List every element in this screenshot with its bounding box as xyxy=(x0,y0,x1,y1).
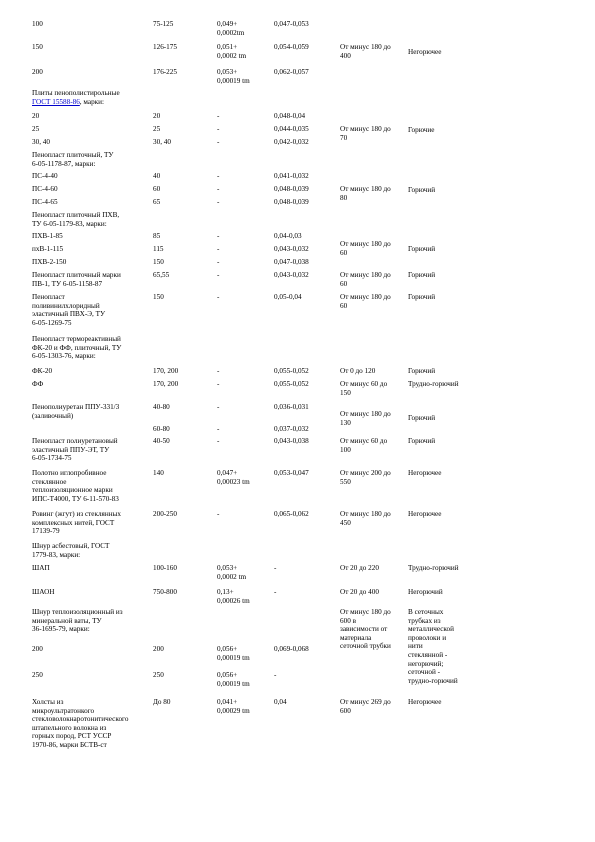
table-cell-c4: От минус 200 до 550 xyxy=(340,469,391,486)
table-cell-c3: 0,048-0,039 xyxy=(274,185,309,193)
merged-cell-c5: Горючие xyxy=(408,126,435,134)
merged-cell-c5: Негорючее xyxy=(408,48,442,56)
merged-cell-c5: Горючий xyxy=(408,186,436,194)
table-cell-c3: 0,04-0,03 xyxy=(274,232,302,240)
table-cell-c1: 30, 40 xyxy=(153,138,171,146)
table-cell-c1: До 80 xyxy=(153,698,171,706)
section-header: Пенопласт плиточный ПХВ, ТУ 6-05-1179-83, марки: xyxy=(32,211,120,228)
table-cell-c2: 0,056+ 0,00019 tm xyxy=(217,671,250,688)
table-cell-c1: 60 xyxy=(153,185,161,193)
table-cell-c1: 176-225 xyxy=(153,68,177,76)
table-cell-c0: 20 xyxy=(32,112,40,120)
table-cell-c0: 100 xyxy=(32,20,43,28)
table-cell-c2: 0,051+ 0,0002 tm xyxy=(217,43,247,60)
table-cell-c2: - xyxy=(217,232,220,240)
merged-cell-c4: От минус 180 до 60 xyxy=(340,240,391,257)
table-cell-c1: 200-250 xyxy=(153,510,177,518)
table-cell-c0: Пенопласт полиуретановый эластичный ППУ-ЭТ, ТУ 6-05-1734-75 xyxy=(32,437,118,463)
table-cell-c2: - xyxy=(217,125,220,133)
table-cell-c2: 0,13+ 0,00026 tm xyxy=(217,588,250,605)
table-cell-c0: ПС-4-65 xyxy=(32,198,58,206)
table-cell-c0: ШАП xyxy=(32,564,50,572)
table-cell-c1: 40 xyxy=(153,172,161,180)
table-cell-c0: Пенопласт поливинилхлоридный эластичный ПВХ-Э, ТУ 6-05-1269-75 xyxy=(32,293,106,327)
section-header: Плиты пенополистирольные ГОСТ 15588-86, марки: xyxy=(32,89,120,106)
table-cell-c3: 0,041-0,032 xyxy=(274,172,309,180)
merged-cell-c4: От минус 180 до 70 xyxy=(340,125,391,142)
table-cell-c0: ПХВ-2-150 xyxy=(32,258,67,266)
table-cell-c3: - xyxy=(274,588,277,596)
table-cell-c0: 150 xyxy=(32,43,43,51)
table-cell-c1: 200 xyxy=(153,645,164,653)
table-cell-c0: 250 xyxy=(32,671,43,679)
merged-cell-c4: От минус 180 до 400 xyxy=(340,43,391,60)
table-cell-c2: 0,056+ 0,00019 tm xyxy=(217,645,250,662)
table-cell-c0: ФК-20 xyxy=(32,367,53,375)
table-cell-c5: Трудно-горючий xyxy=(408,380,459,388)
table-cell-c1: 25 xyxy=(153,125,161,133)
table-cell-c1: 85 xyxy=(153,232,161,240)
section-header: Шнур асбестовый, ГОСТ 1779-83, марки: xyxy=(32,542,110,559)
table-cell-c0: ПХВ-1-85 xyxy=(32,232,63,240)
table-cell-c1: 100-160 xyxy=(153,564,177,572)
table-cell-c1: 60-80 xyxy=(153,425,170,433)
merged-cell-c5: В сеточных трубках из металлической проволоки и нити стеклянной - негорючий; сеточной - трудно-горючий xyxy=(408,608,458,685)
table-cell-c4: От 20 до 220 xyxy=(340,564,379,572)
table-cell-c1: 140 xyxy=(153,469,164,477)
table-cell-c3: 0,05-0,04 xyxy=(274,293,302,301)
table-cell-c2: - xyxy=(217,258,220,266)
table-cell-c3: 0,043-0,038 xyxy=(274,437,309,445)
section-header: Пенопласт термореактивный ФК-20 и ФФ, плиточный, ТУ 6-05-1303-76, марки: xyxy=(32,335,122,361)
table-cell-c1: 150 xyxy=(153,258,164,266)
table-cell-c0: 200 xyxy=(32,645,43,653)
merged-cell-c5: Горючий xyxy=(408,245,436,253)
table-cell-c2: - xyxy=(217,425,220,433)
table-cell-c2: - xyxy=(217,172,220,180)
table-cell-c1: 65 xyxy=(153,198,161,206)
table-cell-c1: 75-125 xyxy=(153,20,174,28)
table-cell-c0: ПС-4-60 xyxy=(32,185,58,193)
table-cell-c3: 0,047-0,053 xyxy=(274,20,309,28)
table-cell-c4: От минус 180 до 450 xyxy=(340,510,391,527)
table-cell-c2: - xyxy=(217,245,220,253)
table-cell-c5: Негорючее xyxy=(408,698,442,706)
table-cell-c0: Полотно иглопробивное стеклянное теплоизоляционное марки ИПС-Т4000, ТУ 6-11-570-83 xyxy=(32,469,119,503)
merged-cell-c4: От минус 180 до 600 в зависимости от материала сеточной трубки xyxy=(340,608,391,651)
table-cell-c5: Негорючий xyxy=(408,588,443,596)
table-cell-c4: От минус 60 до 150 xyxy=(340,380,388,397)
table-cell-c2: - xyxy=(217,185,220,193)
table-cell-c3: - xyxy=(274,671,277,679)
table-cell-c3: 0,036-0,031 xyxy=(274,403,309,411)
table-cell-c5: Горючий xyxy=(408,271,436,279)
table-cell-c4: От минус 269 до 600 xyxy=(340,698,391,715)
table-cell-c3: 0,062-0,057 xyxy=(274,68,309,76)
table-cell-c3: 0,069-0,068 xyxy=(274,645,309,653)
table-cell-c3: 0,054-0,059 xyxy=(274,43,309,51)
table-cell-c4: От минус 180 до 60 xyxy=(340,271,391,288)
table-cell-c4: От минус 180 до 60 xyxy=(340,293,391,310)
table-cell-c1: 20 xyxy=(153,112,161,120)
table-cell-c5: Негорючее xyxy=(408,510,442,518)
merged-cell-c4: От минус 180 до 130 xyxy=(340,410,391,427)
table-cell-c0: пхВ-1-115 xyxy=(32,245,64,253)
table-cell-c1: 150 xyxy=(153,293,164,301)
table-cell-c2: - xyxy=(217,271,220,279)
table-cell-c1: 65,55 xyxy=(153,271,170,279)
table-cell-c4: От 20 до 400 xyxy=(340,588,379,596)
table-cell-c0: ШАОН xyxy=(32,588,55,596)
table-cell-c2: - xyxy=(217,380,220,388)
table-cell-c0: 30, 40 xyxy=(32,138,50,146)
table-cell-c4: От минус 60 до 100 xyxy=(340,437,388,454)
table-cell-c3: - xyxy=(274,564,277,572)
table-cell-c0: 25 xyxy=(32,125,40,133)
table-cell-c0: Ровинг (жгут) из стеклянных комплексных нитей, ГОСТ 17139-79 xyxy=(32,510,121,536)
table-cell-c0: ПС-4-40 xyxy=(32,172,58,180)
table-cell-c5: Горючий xyxy=(408,293,436,301)
table-cell-c3: 0,048-0,039 xyxy=(274,198,309,206)
table-cell-c2: - xyxy=(217,198,220,206)
table-cell-c2: 0,053+ 0,00019 tm xyxy=(217,68,250,85)
table-cell-c3: 0,047-0,038 xyxy=(274,258,309,266)
table-cell-c2: 0,049+ 0,0002tm xyxy=(217,20,245,37)
table-cell-c2: 0,041+ 0,00029 tm xyxy=(217,698,250,715)
table-cell-c2: - xyxy=(217,403,220,411)
table-cell-c3: 0,037-0,032 xyxy=(274,425,309,433)
table-cell-c5: Горючий xyxy=(408,437,436,445)
table-cell-c5: Трудно-горючий xyxy=(408,564,459,572)
section-header: Шнур теплоизоляционный из минеральной ваты, ТУ 36-1695-79, марки: xyxy=(32,608,123,634)
table-cell-c3: 0,065-0,062 xyxy=(274,510,309,518)
table-cell-c5: Горючий xyxy=(408,367,436,375)
table-cell-c1: 250 xyxy=(153,671,164,679)
table-cell-c3: 0,043-0,032 xyxy=(274,245,309,253)
table-cell-c2: 0,053+ 0,0002 tm xyxy=(217,564,247,581)
table-cell-c0: 200 xyxy=(32,68,43,76)
table-cell-c3: 0,048-0,04 xyxy=(274,112,306,120)
table-cell-c2: - xyxy=(217,367,220,375)
table-cell-c0: ФФ xyxy=(32,380,44,388)
table-cell-c2: - xyxy=(217,293,220,301)
table-cell-c1: 40-80 xyxy=(153,403,170,411)
table-cell-c1: 126-175 xyxy=(153,43,177,51)
table-cell-c2: - xyxy=(217,510,220,518)
table-cell-c1: 750-800 xyxy=(153,588,177,596)
table-cell-c3: 0,043-0,032 xyxy=(274,271,309,279)
table-cell-c3: 0,055-0,052 xyxy=(274,367,309,375)
table-cell-c1: 170, 200 xyxy=(153,367,179,375)
table-cell-c3: 0,055-0,052 xyxy=(274,380,309,388)
table-cell-c0: Пенополиуретан ППУ-331/3 (заливочный) xyxy=(32,403,120,420)
section-header: Пенопласт плиточный, ТУ 6-05-1178-87, марки: xyxy=(32,151,114,168)
gost-link[interactable]: ГОСТ 15588-86 xyxy=(32,97,80,106)
table-cell-c2: 0,047+ 0,00023 tm xyxy=(217,469,250,486)
table-cell-c0: Пенопласт плиточный марки ПВ-1, ТУ 6-05-1158-87 xyxy=(32,271,121,288)
table-cell-c1: 115 xyxy=(153,245,164,253)
table-cell-c3: 0,044-0,035 xyxy=(274,125,309,133)
merged-cell-c5: Горючий xyxy=(408,414,436,422)
table-cell-c3: 0,042-0,032 xyxy=(274,138,309,146)
table-cell-c2: - xyxy=(217,112,220,120)
table-cell-c4: От 0 до 120 xyxy=(340,367,376,375)
table-cell-c3: 0,053-0,047 xyxy=(274,469,309,477)
table-cell-c1: 170, 200 xyxy=(153,380,179,388)
table-cell-c2: - xyxy=(217,138,220,146)
table-cell-c1: 40-50 xyxy=(153,437,170,445)
merged-cell-c4: От минус 180 до 80 xyxy=(340,185,391,202)
table-cell-c2: - xyxy=(217,437,220,445)
table-cell-c5: Негорючее xyxy=(408,469,442,477)
table-cell-c0: Холсты из микроультратонкого стекловолокнаротонитического штапельного волокна из горных пород, РСТ УССР 1970-86, марки БСТВ-ст xyxy=(32,698,129,749)
table-cell-c3: 0,04 xyxy=(274,698,287,706)
